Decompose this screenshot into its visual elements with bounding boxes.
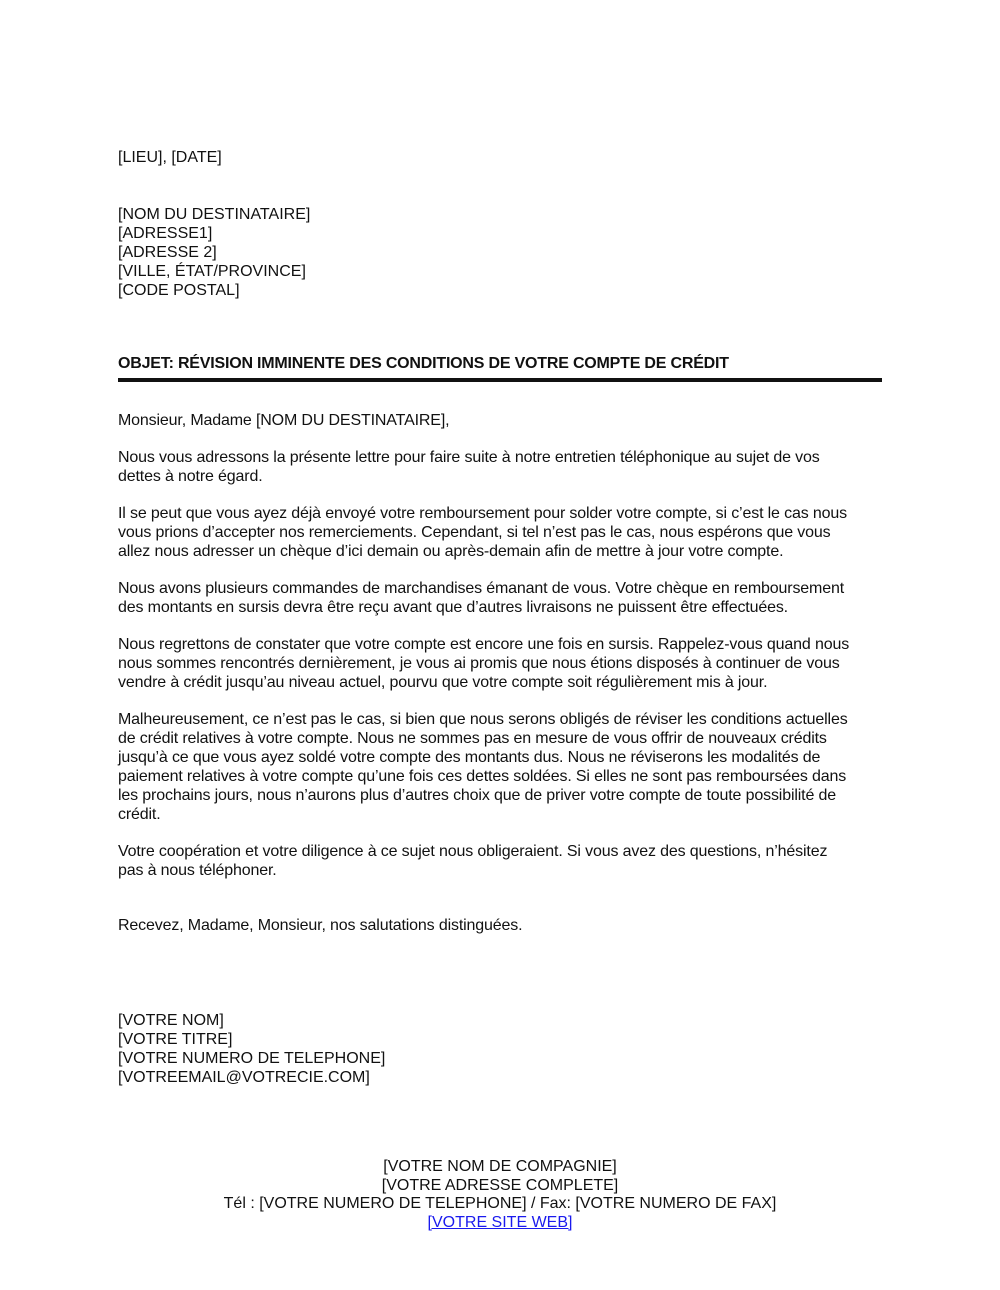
recipient-address-1: [ADRESSE1] [118, 225, 213, 242]
sender-name: [VOTRE NOM] [118, 1012, 224, 1029]
sender-phone: [VOTRE NUMERO DE TELEPHONE] [118, 1050, 386, 1067]
salutation [118, 411, 888, 430]
recipient-name: [NOM DU DESTINATAIRE] [118, 206, 311, 223]
paragraph-line: de crédit relatives à votre compte. Nous ne sommes pas en mesure de vous offrir de nouveaux crédits [118, 730, 827, 747]
paragraph-line: nous sommes rencontrés dernièrement, je vous ai promis que nous étions disposés à continuer de vous [118, 655, 840, 672]
signature-block [118, 1011, 888, 1087]
paragraph-2 [118, 504, 888, 561]
footer-address: [VOTRE ADRESSE COMPLETE] [381, 1176, 619, 1194]
recipient-city-state: [VILLE, ÉTAT/PROVINCE] [118, 263, 306, 280]
place-date-text: [LIEU], [DATE] [118, 149, 222, 166]
footer-website-link[interactable]: [VOTRE SITE WEB] [427, 1213, 573, 1231]
paragraph-line: pas à nous téléphoner. [118, 862, 277, 879]
paragraph-line: dettes à notre égard. [118, 468, 263, 485]
letterhead-footer [0, 1158, 1000, 1232]
paragraph-line: Nous avons plusieurs commandes de marchandises émanant de vous. Votre chèque en remboursement [118, 580, 845, 597]
paragraph-3 [118, 579, 888, 617]
footer-contact: Tél : [VOTRE NUMERO DE TELEPHONE] / Fax: [VOTRE NUMERO DE FAX] [223, 1195, 777, 1212]
paragraph-5 [118, 710, 888, 824]
recipient-address-2: [ADRESSE 2] [118, 244, 217, 261]
recipient-address-block [118, 205, 888, 300]
paragraph-line: Votre coopération et votre diligence à ce sujet nous obligeraient. Si vous avez des questions, n’hésitez [118, 843, 828, 860]
paragraph-4 [118, 635, 888, 692]
sender-title: [VOTRE TITRE] [118, 1031, 233, 1048]
subject-line: OBJET: RÉVISION IMMINENTE DES CONDITIONS DE VOTRE COMPTE DE CRÉDIT [118, 355, 729, 372]
paragraph-1 [118, 448, 888, 486]
paragraph-line: Il se peut que vous ayez déjà envoyé votre remboursement pour solder votre compte, si c’est le cas nous [118, 505, 847, 522]
paragraph-line: paiement relatives à votre compte qu’une fois ces dettes soldées. Si elles ne sont pas remboursées dans [118, 768, 847, 785]
paragraph-line: allez nous adresser un chèque d’ici demain ou après-demain afin de mettre à jour votre compte. [118, 543, 784, 560]
paragraph-line: vendre à crédit jusqu’au niveau actuel, pourvu que votre compte soit régulièrement mis à jour. [118, 674, 768, 691]
paragraph-line: crédit. [118, 806, 161, 823]
salutation-text: Monsieur, Madame [NOM DU DESTINATAIRE], [118, 412, 450, 429]
paragraph-line: des montants en sursis devra être reçu avant que d’autres livraisons ne puissent être effectuées. [118, 599, 788, 616]
paragraph-line: Nous vous adressons la présente lettre pour faire suite à notre entretien téléphonique au sujet de vos [118, 449, 820, 466]
paragraph-line: Nous regrettons de constater que votre compte est encore une fois en sursis. Rappelez-vous quand nous [118, 636, 850, 653]
place-date [118, 148, 888, 167]
sender-email: [VOTREEMAIL@VOTRECIE.COM] [118, 1069, 370, 1086]
paragraph-line: vous prions d’accepter nos remerciements. Cependant, si tel n’est pas le cas, nous espérons que vous [118, 524, 831, 541]
subject-divider [118, 378, 882, 382]
paragraph-line: Malheureusement, ce n’est pas le cas, si bien que nous serons obligés de réviser les conditions actuelles [118, 711, 848, 728]
paragraph-line: les prochains jours, nous n’aurons plus d’autres choix que de priver votre compte de toute possibilité de [118, 787, 837, 804]
paragraph-6 [118, 842, 888, 880]
closing-text: Recevez, Madame, Monsieur, nos salutations distinguées. [118, 917, 523, 934]
closing [118, 916, 888, 935]
recipient-postal-code: [CODE POSTAL] [118, 282, 240, 299]
footer-company: [VOTRE NOM DE COMPAGNIE] [383, 1158, 617, 1175]
paragraph-line: jusqu’à ce que vous ayez soldé votre compte des montants dus. Nous ne réviserons les modalités de [118, 749, 821, 766]
